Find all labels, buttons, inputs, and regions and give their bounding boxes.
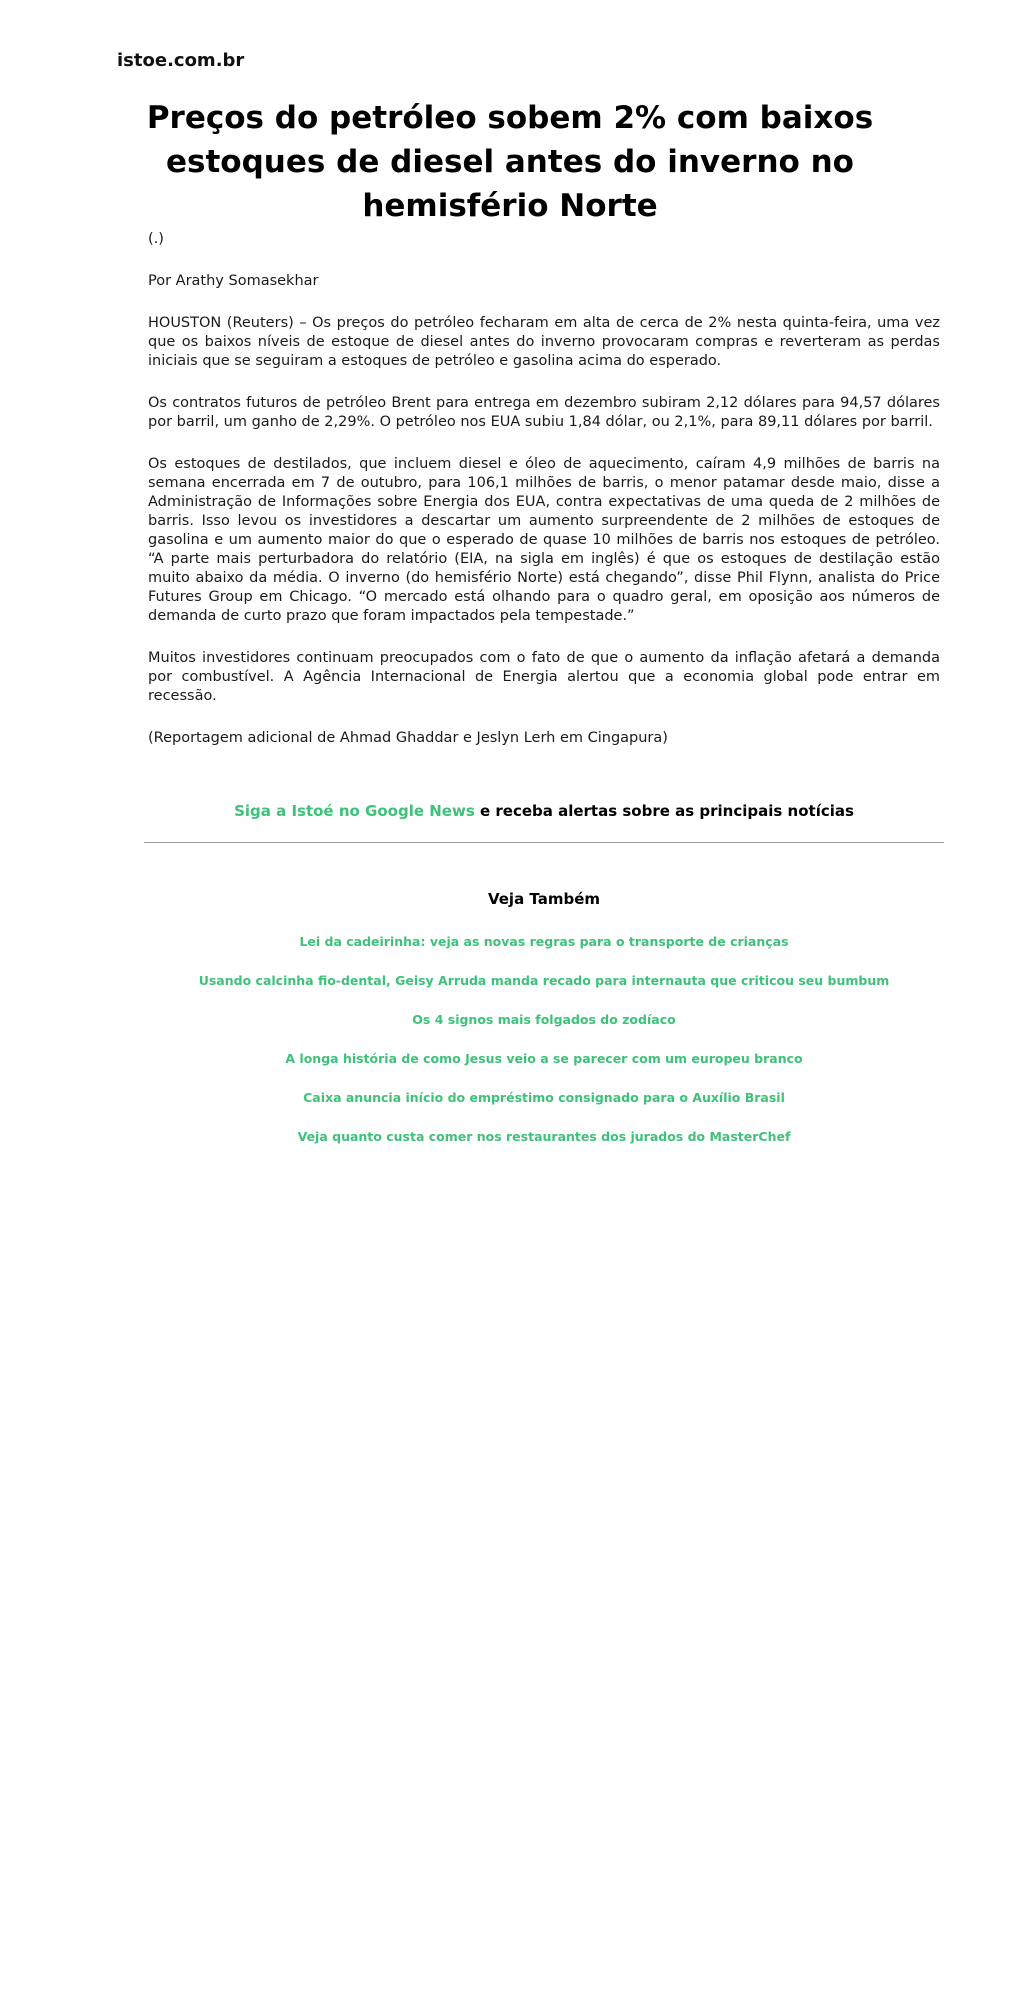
article-paragraph: HOUSTON (Reuters) – Os preços do petróleo fecharam em alta de cerca de 2% nesta quinta-feira, uma vez que os baixos níveis de estoque de diesel antes do inverno provocaram compras e reverteram as perdas iniciais que se seguiram a estoques de petróleo e gasolina acima do esperado. [148, 315, 940, 369]
list-item [144, 1049, 944, 1088]
see-also-heading: Veja Também [487, 890, 601, 908]
see-also-link[interactable]: Veja quanto custa comer nos restaurantes dos jurados do MasterChef [297, 1129, 791, 1144]
article-paragraph: Os contratos futuros de petróleo Brent para entrega em dezembro subiram 2,12 dólares para 94,57 dólares por barril, um ganho de 2,29%. O petróleo nos EUA subiu 1,84 dólar, ou 2,1%, para 89,11 dólares por barril. [148, 395, 940, 430]
list-item [144, 1010, 944, 1049]
article-title: Preços do petróleo sobem 2% com baixos estoques de diesel antes do inverno no hemisfério Norte [146, 100, 874, 224]
list-item [144, 932, 944, 971]
article-paragraph: Os estoques de destilados, que incluem diesel e óleo de aquecimento, caíram 4,9 milhões de barris na semana encerrada em 7 de outubro, para 106,1 milhões de barris, o menor patamar desde maio, disse a Administração de Informações sobre Energia dos EUA, contra expectativas de uma queda de 2 milhões de barris. Isso levou os investidores a descartar um aumento surpreendente de 2 milhões de estoques de gasolina e um aumento maior do que o esperado de quase 10 milhões de barris nos estoques de petróleo. “A parte mais perturbadora do relatório (EIA, na sigla em inglês) é que os estoques de destilação estão muito abaixo da média. O inverno (do hemisfério Norte) está chegando”, disse Phil Flynn, analista do Price Futures Group em Chicago. “O mercado está olhando para o quadro geral, em oposição aos números de demanda de curto prazo que foram impactados pela tempestade.” [148, 456, 940, 624]
article-byline: Por Arathy Somasekhar [148, 273, 319, 289]
google-news-link[interactable]: Siga a Istoé no Google News [234, 802, 475, 820]
see-also-link[interactable]: Caixa anuncia início do empréstimo consignado para o Auxílio Brasil [303, 1090, 785, 1105]
google-news-follow-text: e receba alertas sobre as principais notícias [474, 802, 854, 820]
google-news-follow [144, 801, 944, 821]
article-paragraph: (.) [148, 231, 164, 247]
see-also-link[interactable]: Usando calcinha fio-dental, Geisy Arruda manda recado para internauta que criticou seu bumbum [198, 973, 890, 988]
article-paragraph: Muitos investidores continuam preocupados com o fato de que o aumento da inflação afetará a demanda por combustível. A Agência Internacional de Energia alertou que a economia global pode entrar em recessão. [148, 650, 940, 704]
see-also-link[interactable]: Lei da cadeirinha: veja as novas regras para o transporte de crianças [299, 934, 789, 949]
article-credits: (Reportagem adicional de Ahmad Ghaddar e Jeslyn Lerh em Cingapura) [148, 730, 668, 746]
see-also-list [144, 932, 944, 1166]
see-also-link[interactable]: Os 4 signos mais folgados do zodíaco [412, 1012, 676, 1027]
list-item [144, 971, 944, 1010]
site-logo-link[interactable]: istoe.com.br [117, 50, 245, 71]
list-item [144, 1088, 944, 1127]
section-divider [144, 842, 944, 843]
see-also-link[interactable]: A longa história de como Jesus veio a se parecer com um europeu branco [285, 1051, 803, 1066]
list-item [144, 1127, 944, 1166]
article-body [148, 230, 940, 771]
